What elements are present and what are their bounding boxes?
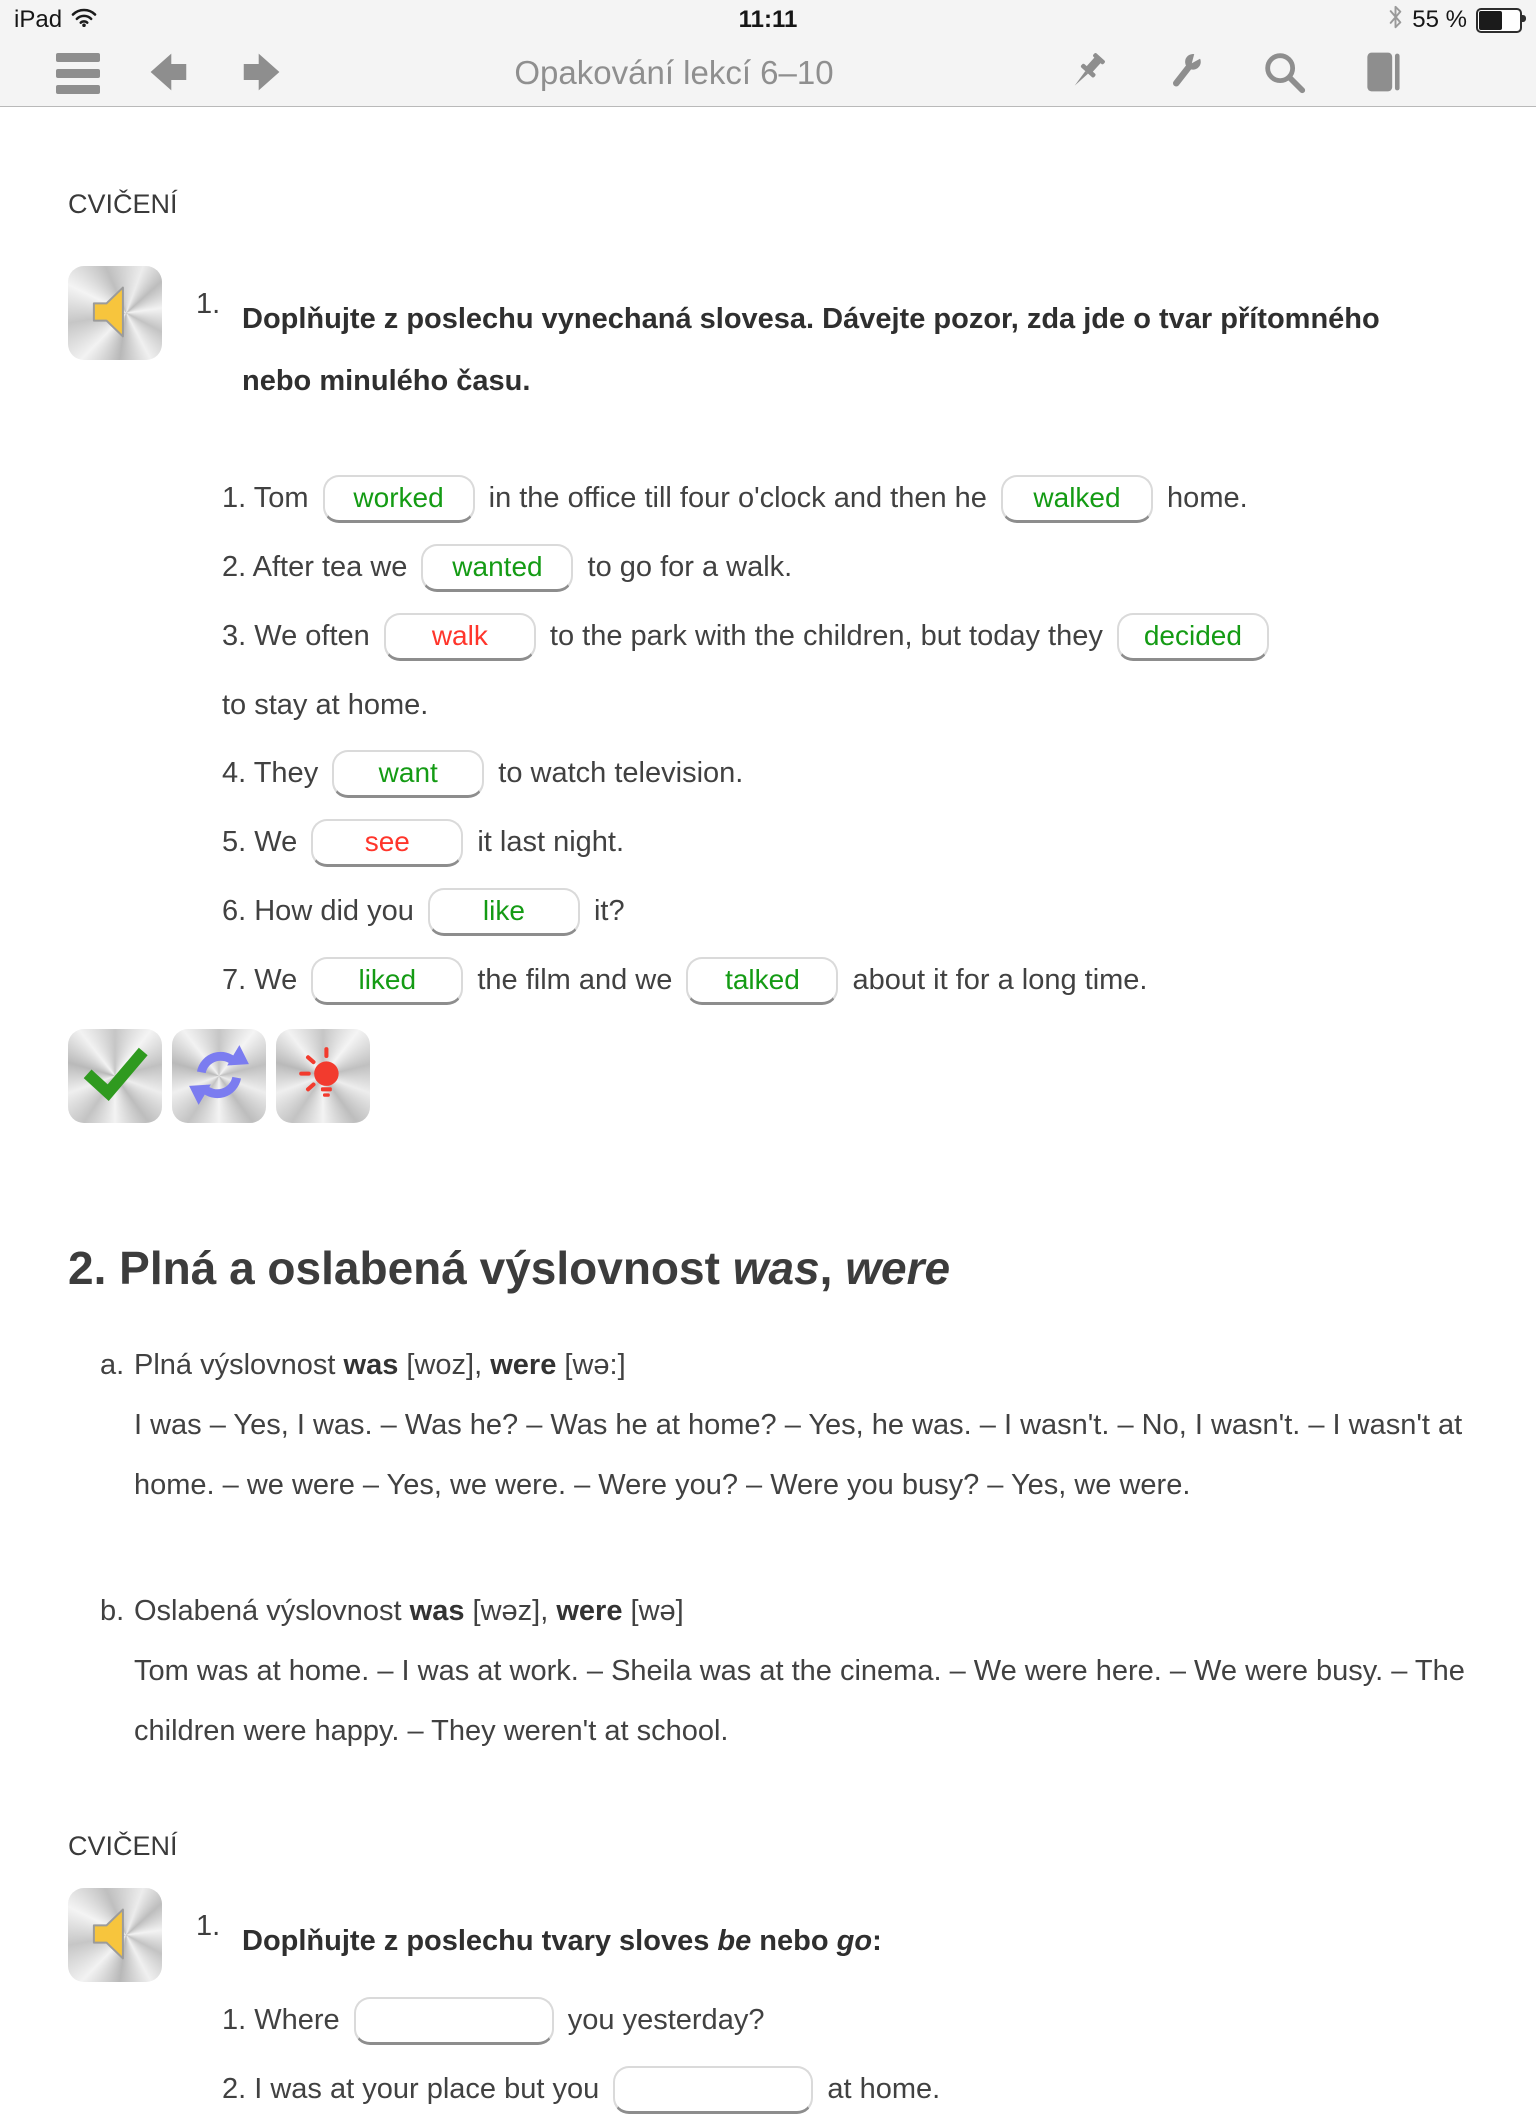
- item-label: a.: [100, 1349, 125, 1381]
- show-hint-button[interactable]: [276, 1029, 370, 1123]
- bookmarks-button[interactable]: [1360, 49, 1406, 98]
- text-segment: 1. Where: [222, 2004, 348, 2036]
- item-title: [134, 1581, 1480, 1641]
- answer-blank[interactable]: see: [311, 819, 463, 867]
- text-segment: [wə]: [622, 1595, 684, 1627]
- answer-blank[interactable]: like: [428, 888, 580, 936]
- text-segment: the film and we: [469, 964, 681, 996]
- text-segment: in the office till four o'clock and then he: [480, 482, 995, 514]
- text-segment: Plná výslovnost: [134, 1349, 344, 1381]
- text-segment: you yesterday?: [559, 2004, 765, 2036]
- sentence-row: [222, 681, 1480, 729]
- text-segment: :: [872, 1925, 882, 1957]
- answer-blank[interactable]: worked: [323, 475, 475, 523]
- text-segment: 2. Plná a oslabená výslovnost: [68, 1242, 733, 1294]
- status-bar: [0, 0, 1536, 40]
- answer-blank[interactable]: liked: [311, 957, 463, 1005]
- exercise-number: 1.: [196, 1910, 221, 1942]
- answer-blank[interactable]: walk: [384, 613, 536, 661]
- bluetooth-icon: [1388, 5, 1403, 36]
- exercise-instruction: [242, 288, 1380, 412]
- answer-blank[interactable]: decided: [1117, 613, 1269, 661]
- text-segment: 3. We often: [222, 620, 378, 652]
- instruction-line: Doplňujte z poslechu vynechaná slovesa. Dávejte pozor, zda jde o tvar přítomného: [242, 303, 1380, 335]
- audio-speaker-icon: [82, 1901, 148, 1970]
- text-segment: nebo: [751, 1925, 837, 1957]
- search-icon: [1260, 48, 1308, 99]
- text-segment: 7. We: [222, 964, 306, 996]
- sentence-row: [222, 887, 1480, 936]
- text-segment: 2. I was at your place but you: [222, 2073, 608, 2105]
- text-segment: it last night.: [469, 826, 625, 858]
- text-segment: to stay at home.: [222, 689, 429, 721]
- menu-icon: [56, 53, 100, 94]
- text-segment: was: [732, 1242, 820, 1294]
- text-segment: were: [556, 1595, 623, 1627]
- checkmark-icon: [81, 1041, 149, 1112]
- item-title: [134, 1335, 1480, 1395]
- answer-blank[interactable]: [354, 1997, 554, 2045]
- section-label-cviceni: CVIČENÍ: [68, 189, 178, 219]
- search-button[interactable]: [1260, 48, 1308, 99]
- forward-arrow-icon: [238, 49, 284, 98]
- status-time: 11:11: [738, 6, 798, 33]
- check-answers-button[interactable]: [68, 1029, 162, 1123]
- app-toolbar: [0, 40, 1536, 107]
- text-segment: 6. How did you: [222, 895, 422, 927]
- reset-exercise-button[interactable]: [172, 1029, 266, 1123]
- item-text: Tom was at home. – I was at work. – Sheila was at the cinema. – We were here. – We were busy. – The children were happy. – They weren't at school.: [134, 1655, 1465, 1747]
- text-segment: [wə:]: [556, 1349, 626, 1381]
- sentence-row: [222, 474, 1480, 523]
- text-segment: ,: [819, 1242, 846, 1294]
- exercise-sentence-list: [222, 1996, 1480, 2114]
- forward-button[interactable]: [238, 49, 284, 98]
- answer-blank[interactable]: want: [332, 750, 484, 798]
- text-segment: were: [845, 1242, 951, 1294]
- answer-blank[interactable]: talked: [686, 957, 838, 1005]
- section-heading: [68, 1241, 1480, 1295]
- item-text: I was – Yes, I was. – Was he? – Was he at home? – Yes, he was. – I wasn't. – No, I wasn't. – I wasn't at home. – we were – Yes, we were. – Were you? – Were you busy? – Yes, we were.: [134, 1409, 1463, 1501]
- text-segment: be: [717, 1925, 752, 1957]
- tools-button[interactable]: [1162, 49, 1208, 98]
- refresh-icon: [185, 1041, 253, 1112]
- page-title: Opakování lekcí 6–10: [514, 54, 834, 91]
- instruction-line: nebo minulého času.: [242, 365, 531, 397]
- exercise-number: 1.: [196, 288, 221, 320]
- sentence-row: [222, 1996, 1480, 2045]
- book-icon: [1360, 49, 1406, 98]
- text-segment: [wəz],: [464, 1595, 557, 1627]
- text-segment: to go for a walk.: [579, 551, 793, 583]
- lightbulb-icon: [289, 1041, 357, 1112]
- text-segment: was: [343, 1349, 399, 1381]
- sentence-row: [222, 749, 1480, 798]
- battery-percent: 55 %: [1412, 6, 1467, 33]
- answer-blank[interactable]: [613, 2066, 813, 2114]
- exercise-sentence-list: [222, 474, 1480, 1005]
- audio-speaker-icon: [82, 279, 148, 348]
- text-segment: 5. We: [222, 826, 306, 858]
- play-audio-button[interactable]: [68, 266, 162, 360]
- section-label-cviceni: CVIČENÍ: [68, 1831, 178, 1861]
- answer-blank[interactable]: walked: [1001, 475, 1153, 523]
- play-audio-button[interactable]: [68, 1888, 162, 1982]
- text-segment: it?: [585, 895, 625, 927]
- text-segment: Oslabená výslovnost: [134, 1595, 410, 1627]
- back-button[interactable]: [146, 49, 192, 98]
- sentence-row: [222, 543, 1480, 592]
- text-segment: go: [836, 1925, 873, 1957]
- sentence-row: [222, 956, 1480, 1005]
- text-segment: at home.: [819, 2073, 941, 2105]
- text-segment: to watch television.: [490, 757, 744, 789]
- text-segment: was: [409, 1595, 465, 1627]
- sentence-row: [222, 2065, 1480, 2114]
- text-segment: 1. Tom: [222, 482, 317, 514]
- back-arrow-icon: [146, 49, 192, 98]
- text-segment: about it for a long time.: [844, 964, 1148, 996]
- battery-icon: [1476, 8, 1522, 33]
- pronunciation-item-a: [68, 1335, 1480, 1515]
- text-segment: to the park with the children, but today they: [541, 620, 1111, 652]
- text-segment: [woz],: [398, 1349, 491, 1381]
- menu-button[interactable]: [56, 53, 100, 94]
- item-label: b.: [100, 1595, 125, 1627]
- sentence-row: [222, 612, 1480, 661]
- text-segment: Doplňujte z poslechu tvary sloves: [242, 1925, 718, 1957]
- text-segment: 4. They: [222, 757, 327, 789]
- text-segment: 2. After tea we: [222, 551, 416, 583]
- text-segment: were: [490, 1349, 557, 1381]
- pin-icon: [1064, 49, 1110, 98]
- sentence-row: [222, 818, 1480, 867]
- wrench-icon: [1162, 49, 1208, 98]
- text-segment: home.: [1159, 482, 1248, 514]
- device-label: iPad: [14, 6, 63, 33]
- answer-blank[interactable]: wanted: [421, 544, 573, 592]
- exercise-instruction: [242, 1910, 882, 1982]
- pin-button[interactable]: [1064, 49, 1110, 98]
- pronunciation-item-b: [68, 1581, 1480, 1761]
